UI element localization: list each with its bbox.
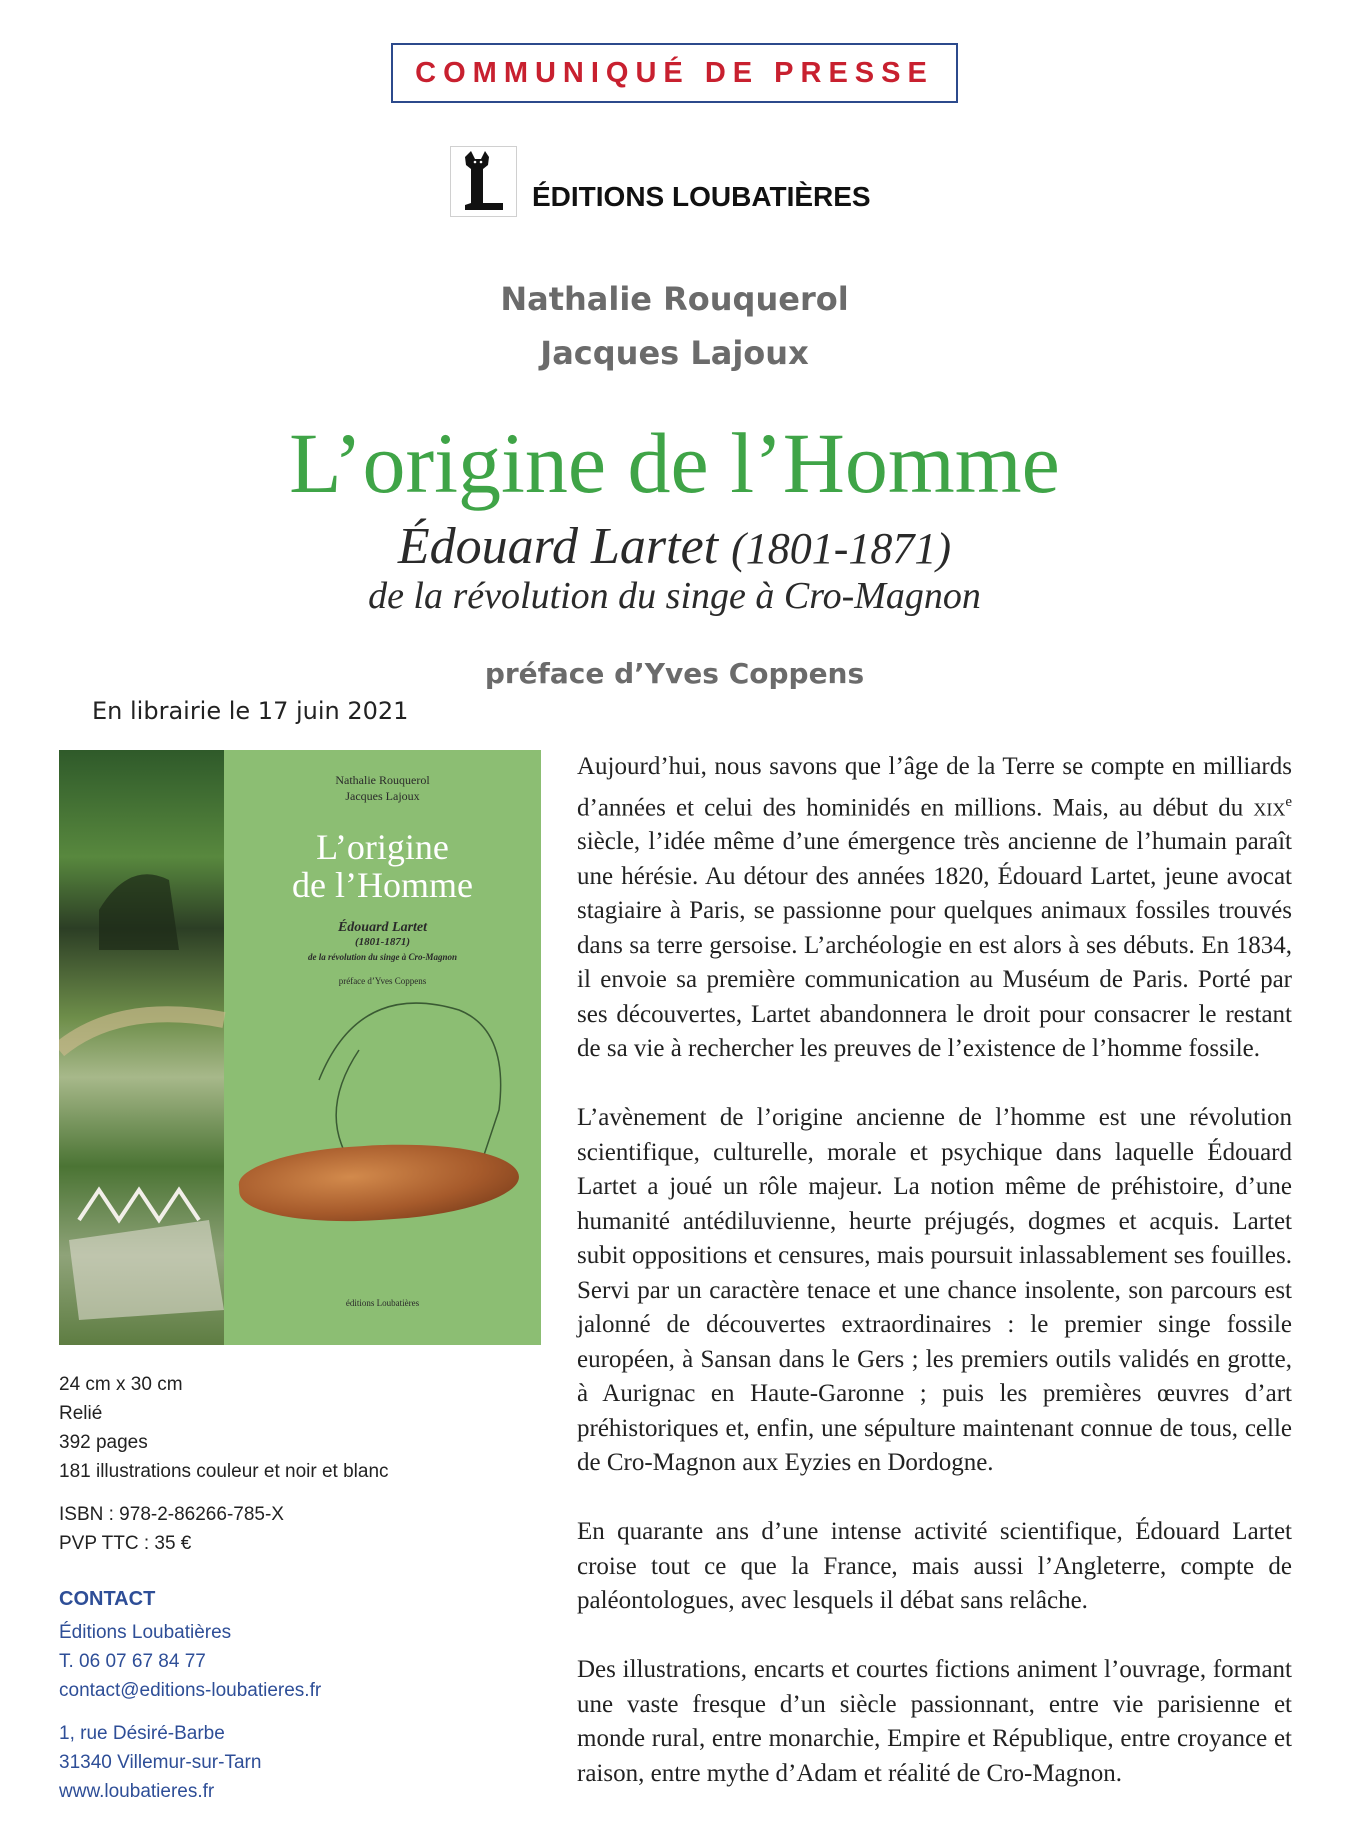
fox-l-icon: [451, 147, 516, 216]
cover-subtitle-dates: (1801-1871): [355, 936, 410, 948]
press-release-banner: COMMUNIQUÉ DE PRESSE: [391, 43, 958, 103]
paragraph: L’avènement de l’origine ancienne de l’homme est une révolution scientifique, culturelle, morale et psychique dans laquelle Édouard Lartet a joué un rôle majeur. La notion même de préhistoire, d’une humanité antédiluvienne, heurte préjugés, dogmes et acquis. Lartet subit oppositions et censures, mais poursuit inlassablement ses fouilles. Servi par un caractère tenace et une chance insolente, son parcours est jalonné de découvertes extraordinaires : le premier singe fossile européen, à Sansan dans le Gers ; les premiers outils validés en grotte, à Aurignac en Haute-Garonne ; puis les premières œuvres d’art préhistoriques et, enfin, une sépulture maintenant connue de tous, celle de Cro-Magnon aux Eyzies en Dordogne.: [577, 1104, 1292, 1477]
spec-illustrations: 181 illustrations couleur et noir et blanc: [59, 1461, 389, 1482]
cover-preface: préface d’Yves Coppens: [338, 976, 427, 986]
subtitle-name: Édouard Lartet: [397, 518, 719, 575]
century-numeral: xix: [1253, 793, 1286, 821]
spec-isbn: ISBN : 978-2-86266-785-X: [59, 1504, 284, 1525]
paragraph-text: Aujourd’hui, nous savons que l’âge de la Terre se compte en milliards d’années et celui des hominidés en millions. Mais, au début du: [577, 753, 1292, 821]
contact-city: 31340 Villemur-sur-Tarn: [59, 1752, 262, 1773]
cover-subtitle: [224, 920, 541, 965]
book-title: L’origine de l’Homme: [289, 415, 1060, 511]
paragraph: [577, 750, 1292, 1067]
publisher-logo: [450, 146, 517, 217]
spec-binding: Relié: [59, 1403, 103, 1424]
paragraph: Des illustrations, encarts et courtes fictions animent l’ouvrage, formant une vaste fresque d’un siècle passionnant, entre vie parisienne et monde rural, entre monarchie, Empire et République, entre croyance et raison, entre mythe d’Adam et réalité de Cro-Magnon.: [577, 1656, 1292, 1787]
cover-title: [224, 828, 541, 904]
cover-author: Nathalie Rouquerol: [335, 773, 430, 787]
publisher-name: ÉDITIONS LOUBATIÈRES: [532, 181, 871, 212]
preface-credit: préface d’Yves Coppens: [484, 657, 865, 690]
authors: [0, 272, 1349, 380]
author-name: Nathalie Rouquerol: [500, 280, 849, 318]
description-text: [577, 750, 1292, 1826]
cover-subtitle-line: de la révolution du singe à Cro-Magnon: [307, 952, 458, 962]
contact-heading: CONTACT: [59, 1588, 156, 1610]
spec-dimensions: 24 cm x 30 cm: [59, 1374, 183, 1395]
spec-pages: 392 pages: [59, 1432, 148, 1453]
spec-price: PVP TTC : 35 €: [59, 1533, 192, 1554]
book-cover-image: [59, 750, 541, 1345]
contact-name: Éditions Loubatières: [59, 1622, 232, 1643]
book-specs: [59, 1370, 389, 1558]
cover-author: Jacques Lajoux: [345, 789, 420, 803]
subtitle-dates: (1801-1871): [731, 524, 952, 573]
cover-title-line: de l’Homme: [292, 865, 473, 905]
cover-title-line: L’origine: [316, 827, 449, 867]
book-subtitle: [0, 517, 1349, 579]
contact-phone[interactable]: T. 06 07 67 84 77: [59, 1651, 206, 1672]
book-subtitle-secondary: de la révolution du singe à Cro-Magnon: [368, 575, 981, 617]
cover-publisher: éditions Loubatières: [345, 1298, 420, 1308]
paragraph: En quarante ans d’une intense activité scientifique, Édouard Lartet croise tout ce que la France, mais aussi l’Angleterre, compte de paléontologues, avec lesquels il débat sans relâche.: [577, 1518, 1292, 1615]
contact-email-link[interactable]: contact@editions-loubatieres.fr: [59, 1680, 322, 1701]
author-name: Jacques Lajoux: [540, 334, 809, 372]
century-suffix: e: [1285, 793, 1292, 810]
contact-street: 1, rue Désiré-Barbe: [59, 1723, 225, 1744]
cover-subtitle-name: Édouard Lartet: [337, 920, 428, 935]
paragraph-text: siècle, l’idée même d’une émergence très ancienne de l’humain paraît une hérésie. Au détour des années 1820, Édouard Lartet, jeune avocat stagiaire à Paris, se passionne pour quelques animaux fossiles trouvés dans sa terre gersoise. L’archéologie en est alors à ses débuts. En 1834, il envoie sa première communication au Muséum de Paris. Porté par ses découvertes, Lartet abandonnera le droit pour consacrer le restant de sa vie à rechercher les preuves de l’existence de l’homme fossile.: [577, 828, 1292, 1063]
release-date: En librairie le 17 juin 2021: [92, 697, 409, 725]
contact-block: [59, 1618, 321, 1806]
contact-website-link[interactable]: www.loubatieres.fr: [59, 1781, 215, 1802]
cover-authors: [224, 772, 541, 804]
